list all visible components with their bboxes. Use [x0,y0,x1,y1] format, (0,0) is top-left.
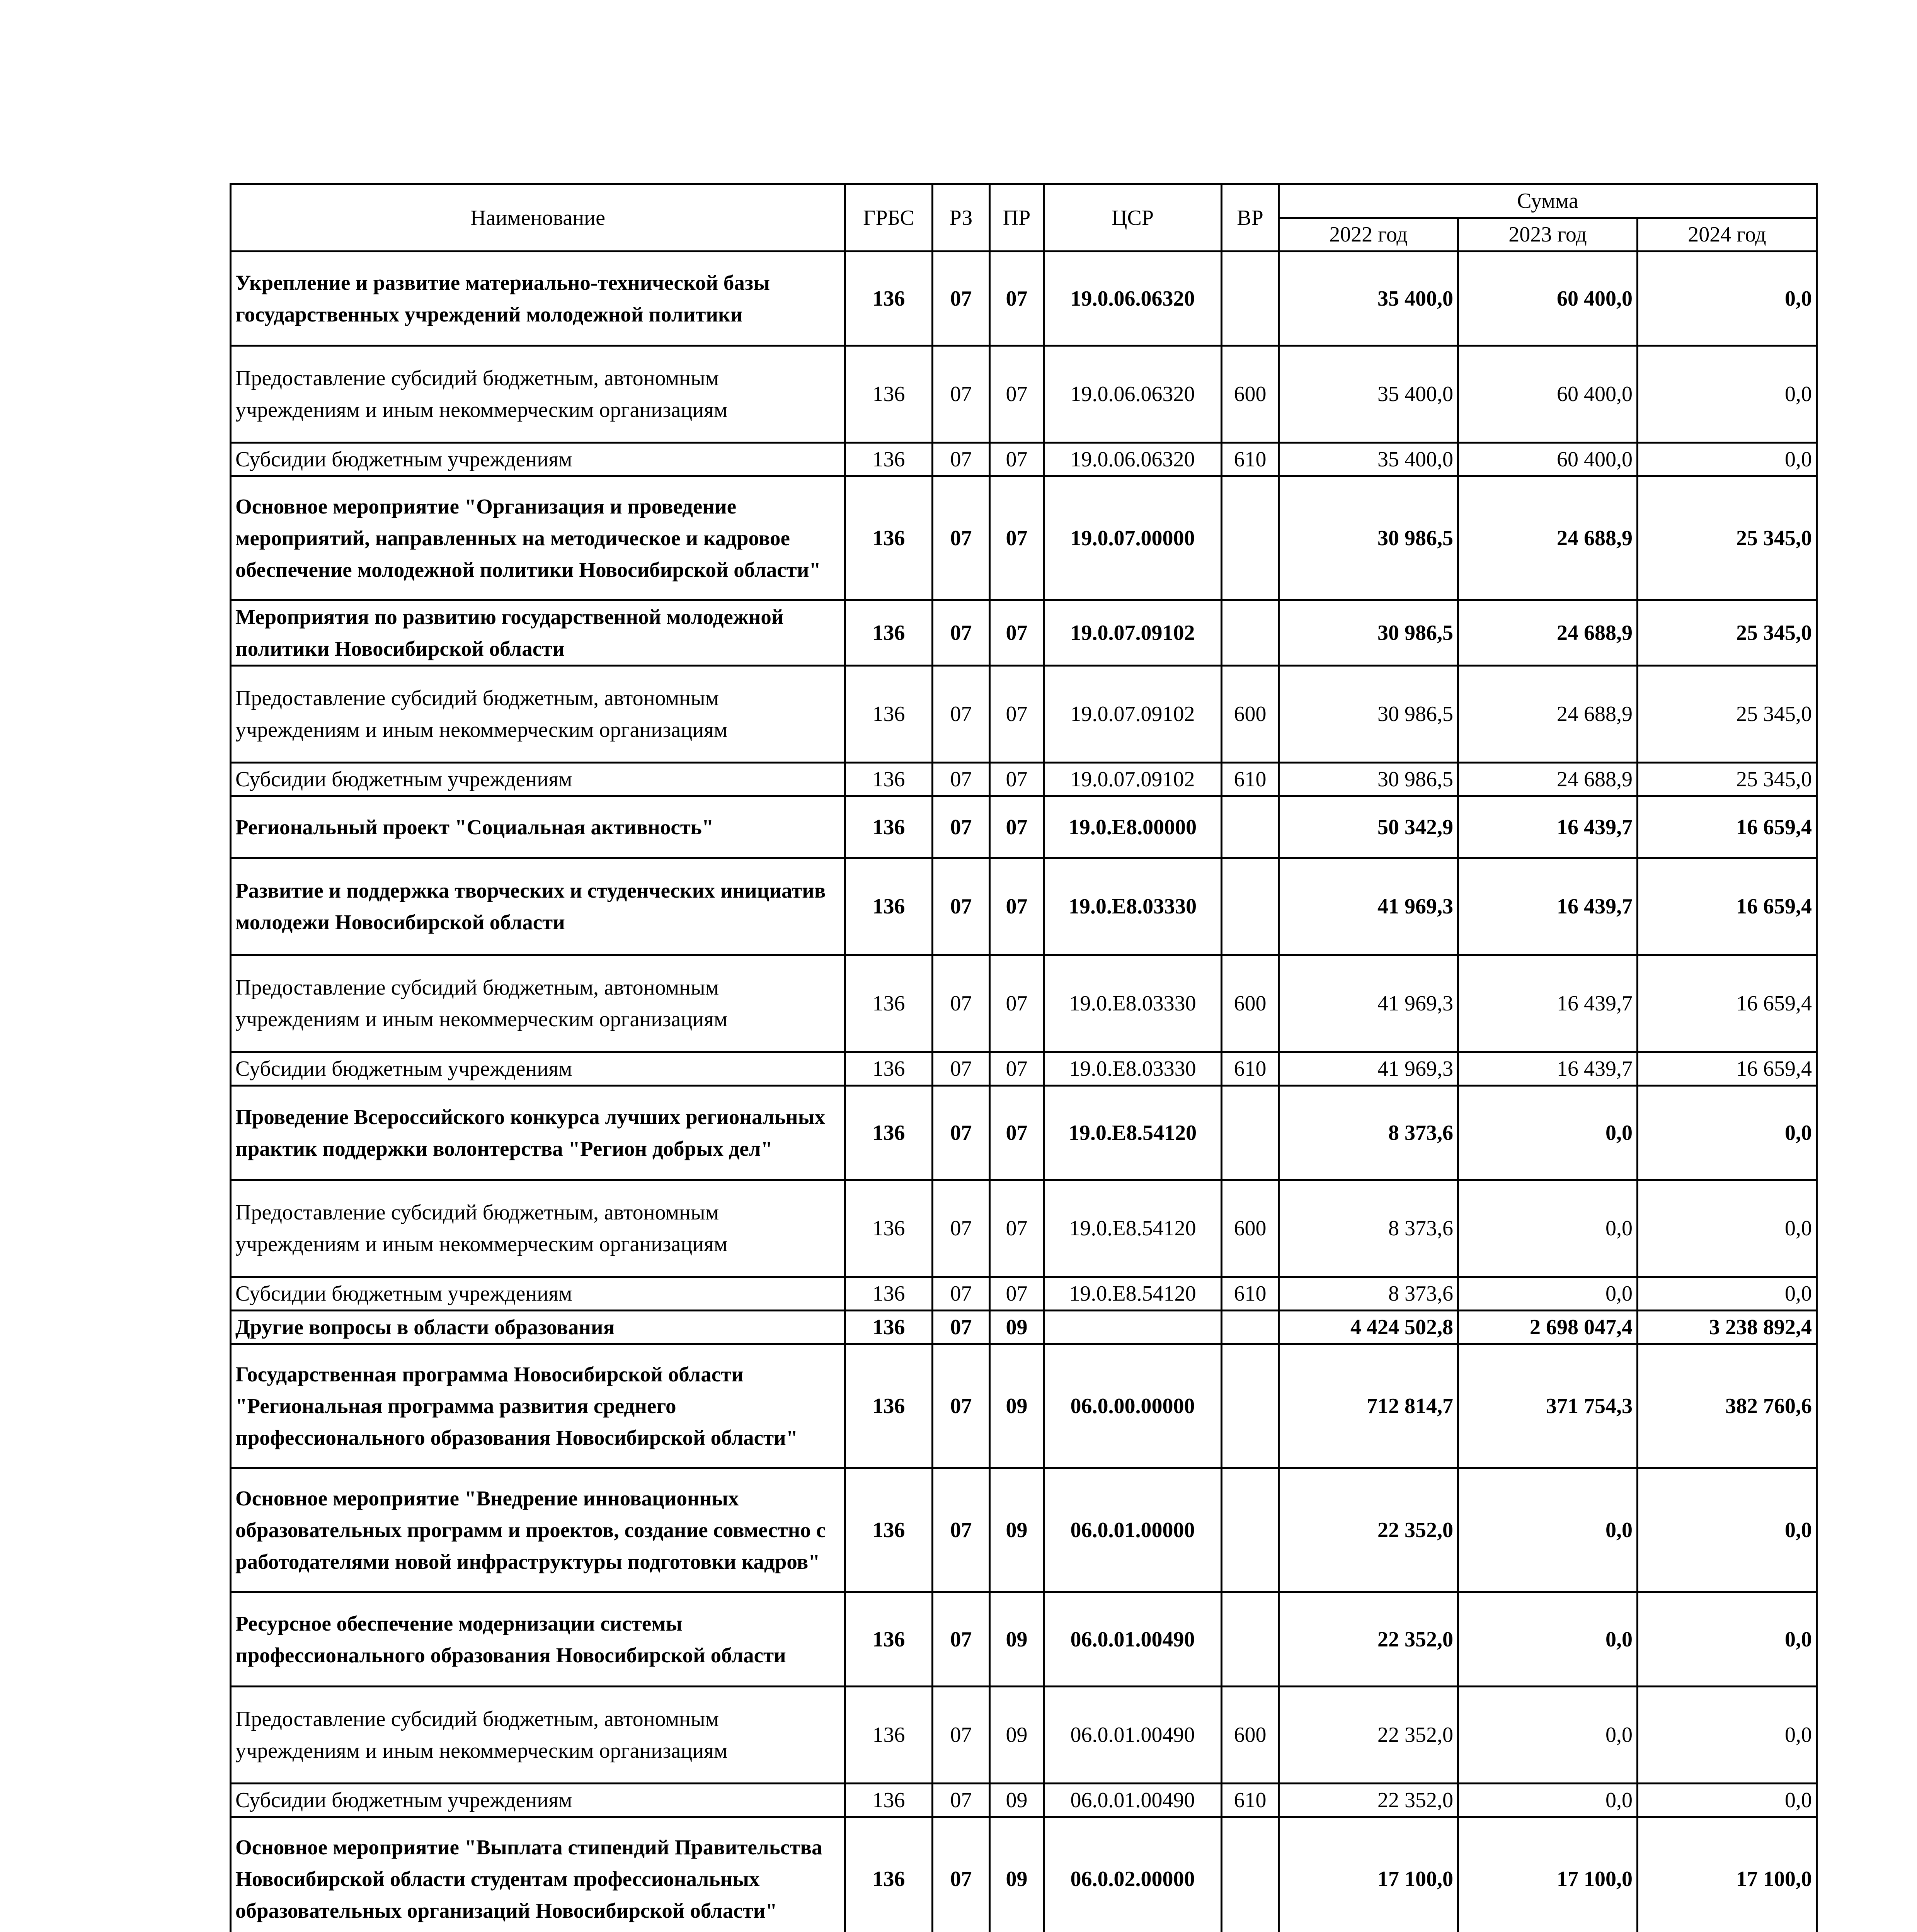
cell-y2024: 0,0 [1638,252,1817,346]
cell-y2022: 30 986,5 [1279,476,1458,600]
header-sum: Сумма [1279,184,1817,218]
cell-rz: 07 [933,1086,990,1180]
table-row [231,858,1817,955]
cell-y2023: 16 439,7 [1458,796,1638,858]
table-row [231,252,1817,346]
cell-vr [1222,796,1279,858]
cell-name: Субсидии бюджетным учреждениям [231,443,845,476]
cell-name: Основное мероприятие "Организация и проведение мероприятий, направленных на методическое и кадровое обеспечение молодежной политики Новосибирской области" [231,476,845,600]
cell-name: Развитие и поддержка творческих и студенческих инициатив молодежи Новосибирской области [231,858,845,955]
cell-csr [1044,1311,1222,1344]
cell-rz: 07 [933,1817,990,1932]
cell-y2023: 60 400,0 [1458,443,1638,476]
cell-rz: 07 [933,1277,990,1311]
cell-y2023: 24 688,9 [1458,666,1638,763]
cell-y2024: 25 345,0 [1638,666,1817,763]
cell-name: Предоставление субсидий бюджетным, автономным учреждениям и иным некоммерческим организациям [231,1180,845,1277]
cell-pr: 09 [990,1344,1044,1468]
cell-pr: 07 [990,600,1044,666]
cell-y2023: 0,0 [1458,1592,1638,1687]
cell-y2022: 41 969,3 [1279,858,1458,955]
cell-y2024: 0,0 [1638,1687,1817,1784]
cell-csr: 06.0.01.00490 [1044,1784,1222,1817]
cell-pr: 07 [990,1052,1044,1086]
cell-pr: 09 [990,1468,1044,1592]
cell-csr: 19.0.E8.54120 [1044,1180,1222,1277]
cell-y2024: 25 345,0 [1638,763,1817,796]
cell-grbs: 136 [845,1086,933,1180]
table-row [231,796,1817,858]
cell-y2022: 22 352,0 [1279,1784,1458,1817]
cell-y2022: 4 424 502,8 [1279,1311,1458,1344]
cell-vr: 610 [1222,763,1279,796]
cell-grbs: 136 [845,1592,933,1687]
table-row [231,1468,1817,1592]
cell-y2023: 0,0 [1458,1277,1638,1311]
cell-rz: 07 [933,1592,990,1687]
table-body [231,252,1817,1932]
cell-y2022: 35 400,0 [1279,346,1458,443]
cell-rz: 07 [933,666,990,763]
cell-y2022: 22 352,0 [1279,1592,1458,1687]
table-row [231,1784,1817,1817]
table-row [231,443,1817,476]
cell-vr [1222,476,1279,600]
table-row [231,763,1817,796]
table-row [231,1311,1817,1344]
cell-vr [1222,1311,1279,1344]
cell-grbs: 136 [845,796,933,858]
cell-y2022: 17 100,0 [1279,1817,1458,1932]
cell-y2023: 60 400,0 [1458,346,1638,443]
cell-name: Проведение Всероссийского конкурса лучших региональных практик поддержки волонтерства "Регион добрых дел" [231,1086,845,1180]
header-csr: ЦСР [1044,184,1222,252]
cell-pr: 09 [990,1784,1044,1817]
table-row [231,1086,1817,1180]
cell-name: Предоставление субсидий бюджетным, автономным учреждениям и иным некоммерческим организациям [231,1687,845,1784]
cell-y2023: 24 688,9 [1458,763,1638,796]
cell-grbs: 136 [845,443,933,476]
cell-grbs: 136 [845,1817,933,1932]
cell-rz: 07 [933,858,990,955]
cell-y2022: 30 986,5 [1279,763,1458,796]
cell-y2024: 3 238 892,4 [1638,1311,1817,1344]
cell-name: Субсидии бюджетным учреждениям [231,1052,845,1086]
cell-y2022: 35 400,0 [1279,252,1458,346]
cell-name: Ресурсное обеспечение модернизации системы профессионального образования Новосибирской области [231,1592,845,1687]
cell-name: Региональный проект "Социальная активность" [231,796,845,858]
header-year-2023: 2023 год [1458,218,1638,252]
budget-table [230,183,1818,1932]
cell-y2022: 41 969,3 [1279,1052,1458,1086]
cell-csr: 19.0.E8.03330 [1044,1052,1222,1086]
table-row [231,1277,1817,1311]
cell-rz: 07 [933,1784,990,1817]
cell-grbs: 136 [845,1468,933,1592]
cell-pr: 07 [990,346,1044,443]
cell-pr: 09 [990,1311,1044,1344]
cell-vr [1222,1086,1279,1180]
cell-grbs: 136 [845,763,933,796]
cell-rz: 07 [933,600,990,666]
cell-y2023: 24 688,9 [1458,600,1638,666]
cell-pr: 07 [990,955,1044,1052]
cell-name: Предоставление субсидий бюджетным, автономным учреждениям и иным некоммерческим организациям [231,955,845,1052]
cell-pr: 07 [990,666,1044,763]
cell-y2022: 22 352,0 [1279,1468,1458,1592]
cell-pr: 07 [990,763,1044,796]
cell-rz: 07 [933,252,990,346]
cell-y2022: 22 352,0 [1279,1687,1458,1784]
cell-csr: 19.0.E8.03330 [1044,858,1222,955]
cell-csr: 19.0.07.09102 [1044,666,1222,763]
cell-csr: 06.0.01.00000 [1044,1468,1222,1592]
cell-y2023: 0,0 [1458,1180,1638,1277]
cell-y2023: 60 400,0 [1458,252,1638,346]
cell-pr: 09 [990,1817,1044,1932]
table-row [231,1817,1817,1932]
cell-name: Субсидии бюджетным учреждениям [231,1784,845,1817]
cell-grbs: 136 [845,858,933,955]
cell-grbs: 136 [845,1277,933,1311]
cell-pr: 07 [990,476,1044,600]
cell-csr: 19.0.E8.54120 [1044,1086,1222,1180]
cell-rz: 07 [933,763,990,796]
cell-vr: 600 [1222,955,1279,1052]
cell-vr [1222,252,1279,346]
cell-y2022: 8 373,6 [1279,1180,1458,1277]
header-vr: ВР [1222,184,1279,252]
cell-rz: 07 [933,1344,990,1468]
cell-rz: 07 [933,955,990,1052]
cell-y2022: 30 986,5 [1279,666,1458,763]
cell-pr: 07 [990,1180,1044,1277]
cell-rz: 07 [933,1468,990,1592]
cell-y2023: 16 439,7 [1458,1052,1638,1086]
cell-name: Предоставление субсидий бюджетным, автономным учреждениям и иным некоммерческим организациям [231,346,845,443]
cell-grbs: 136 [845,1687,933,1784]
cell-y2024: 17 100,0 [1638,1817,1817,1932]
table-row [231,1344,1817,1468]
cell-grbs: 136 [845,1180,933,1277]
cell-y2022: 712 814,7 [1279,1344,1458,1468]
cell-y2022: 50 342,9 [1279,796,1458,858]
cell-y2024: 16 659,4 [1638,796,1817,858]
cell-grbs: 136 [845,955,933,1052]
cell-csr: 19.0.06.06320 [1044,346,1222,443]
table-row [231,666,1817,763]
cell-y2023: 371 754,3 [1458,1344,1638,1468]
cell-y2022: 35 400,0 [1279,443,1458,476]
table-row [231,476,1817,600]
cell-name: Укрепление и развитие материально-технической базы государственных учреждений молодежной политики [231,252,845,346]
cell-y2024: 25 345,0 [1638,476,1817,600]
cell-y2024: 0,0 [1638,1277,1817,1311]
header-pr: ПР [990,184,1044,252]
cell-y2023: 0,0 [1458,1468,1638,1592]
cell-y2024: 16 659,4 [1638,955,1817,1052]
header-name: Наименование [231,184,845,252]
cell-y2023: 16 439,7 [1458,955,1638,1052]
cell-vr [1222,858,1279,955]
cell-y2024: 0,0 [1638,1784,1817,1817]
cell-vr: 610 [1222,443,1279,476]
cell-csr: 06.0.01.00490 [1044,1592,1222,1687]
cell-csr: 06.0.00.00000 [1044,1344,1222,1468]
cell-y2024: 16 659,4 [1638,1052,1817,1086]
cell-csr: 19.0.E8.54120 [1044,1277,1222,1311]
cell-name: Основное мероприятие "Выплата стипендий Правительства Новосибирской области студентам профессиональных образовательных организаций Новосибирской области" [231,1817,845,1932]
cell-vr: 610 [1222,1052,1279,1086]
cell-grbs: 136 [845,346,933,443]
cell-y2024: 0,0 [1638,1180,1817,1277]
cell-y2022: 30 986,5 [1279,600,1458,666]
cell-name: Другие вопросы в области образования [231,1311,845,1344]
cell-csr: 19.0.07.09102 [1044,600,1222,666]
cell-y2024: 0,0 [1638,346,1817,443]
cell-pr: 09 [990,1687,1044,1784]
header-year-2022: 2022 год [1279,218,1458,252]
cell-rz: 07 [933,346,990,443]
cell-pr: 07 [990,252,1044,346]
table-row [231,1052,1817,1086]
cell-y2024: 0,0 [1638,1592,1817,1687]
cell-y2023: 2 698 047,4 [1458,1311,1638,1344]
cell-csr: 06.0.01.00490 [1044,1687,1222,1784]
cell-vr: 600 [1222,1687,1279,1784]
cell-rz: 07 [933,1687,990,1784]
cell-grbs: 136 [845,666,933,763]
header-grbs: ГРБС [845,184,933,252]
header-rz: РЗ [933,184,990,252]
cell-y2023: 0,0 [1458,1687,1638,1784]
cell-csr: 19.0.E8.00000 [1044,796,1222,858]
cell-rz: 07 [933,476,990,600]
cell-csr: 19.0.07.09102 [1044,763,1222,796]
table-row [231,1687,1817,1784]
cell-csr: 19.0.07.00000 [1044,476,1222,600]
header-year-2024: 2024 год [1638,218,1817,252]
cell-y2022: 8 373,6 [1279,1086,1458,1180]
cell-y2023: 0,0 [1458,1784,1638,1817]
cell-grbs: 136 [845,600,933,666]
cell-y2024: 16 659,4 [1638,858,1817,955]
cell-rz: 07 [933,1311,990,1344]
cell-name: Мероприятия по развитию государственной молодежной политики Новосибирской области [231,600,845,666]
cell-y2024: 382 760,6 [1638,1344,1817,1468]
cell-vr [1222,1468,1279,1592]
table-row [231,1180,1817,1277]
cell-name: Предоставление субсидий бюджетным, автономным учреждениям и иным некоммерческим организациям [231,666,845,763]
cell-vr: 610 [1222,1784,1279,1817]
cell-vr [1222,600,1279,666]
cell-pr: 09 [990,1592,1044,1687]
cell-grbs: 136 [845,1311,933,1344]
cell-vr [1222,1592,1279,1687]
cell-vr [1222,1344,1279,1468]
cell-grbs: 136 [845,1784,933,1817]
cell-vr: 610 [1222,1277,1279,1311]
cell-grbs: 136 [845,252,933,346]
cell-y2024: 0,0 [1638,1086,1817,1180]
cell-pr: 07 [990,858,1044,955]
cell-rz: 07 [933,1052,990,1086]
cell-y2024: 25 345,0 [1638,600,1817,666]
cell-rz: 07 [933,1180,990,1277]
cell-y2024: 0,0 [1638,443,1817,476]
cell-y2023: 17 100,0 [1458,1817,1638,1932]
cell-name: Субсидии бюджетным учреждениям [231,763,845,796]
cell-y2022: 8 373,6 [1279,1277,1458,1311]
cell-vr: 600 [1222,1180,1279,1277]
cell-y2023: 24 688,9 [1458,476,1638,600]
cell-name: Государственная программа Новосибирской области "Региональная программа развития среднего профессионального образования Новосибирской области" [231,1344,845,1468]
cell-vr: 600 [1222,346,1279,443]
table-row [231,955,1817,1052]
cell-y2023: 0,0 [1458,1086,1638,1180]
cell-grbs: 136 [845,1052,933,1086]
cell-vr: 600 [1222,666,1279,763]
cell-csr: 19.0.E8.03330 [1044,955,1222,1052]
cell-name: Основное мероприятие "Внедрение инновационных образовательных программ и проектов, создание совместно с работодателями новой инфраструктуры подготовки кадров" [231,1468,845,1592]
cell-csr: 19.0.06.06320 [1044,252,1222,346]
cell-rz: 07 [933,796,990,858]
header-row [231,184,1817,218]
cell-csr: 06.0.02.00000 [1044,1817,1222,1932]
cell-pr: 07 [990,443,1044,476]
table-row [231,600,1817,666]
cell-y2022: 41 969,3 [1279,955,1458,1052]
cell-name: Субсидии бюджетным учреждениям [231,1277,845,1311]
cell-pr: 07 [990,1086,1044,1180]
cell-pr: 07 [990,796,1044,858]
cell-pr: 07 [990,1277,1044,1311]
cell-y2023: 16 439,7 [1458,858,1638,955]
cell-rz: 07 [933,443,990,476]
cell-y2024: 0,0 [1638,1468,1817,1592]
cell-csr: 19.0.06.06320 [1044,443,1222,476]
table-row [231,1592,1817,1687]
cell-grbs: 136 [845,476,933,600]
cell-grbs: 136 [845,1344,933,1468]
cell-vr [1222,1817,1279,1932]
table-row [231,346,1817,443]
